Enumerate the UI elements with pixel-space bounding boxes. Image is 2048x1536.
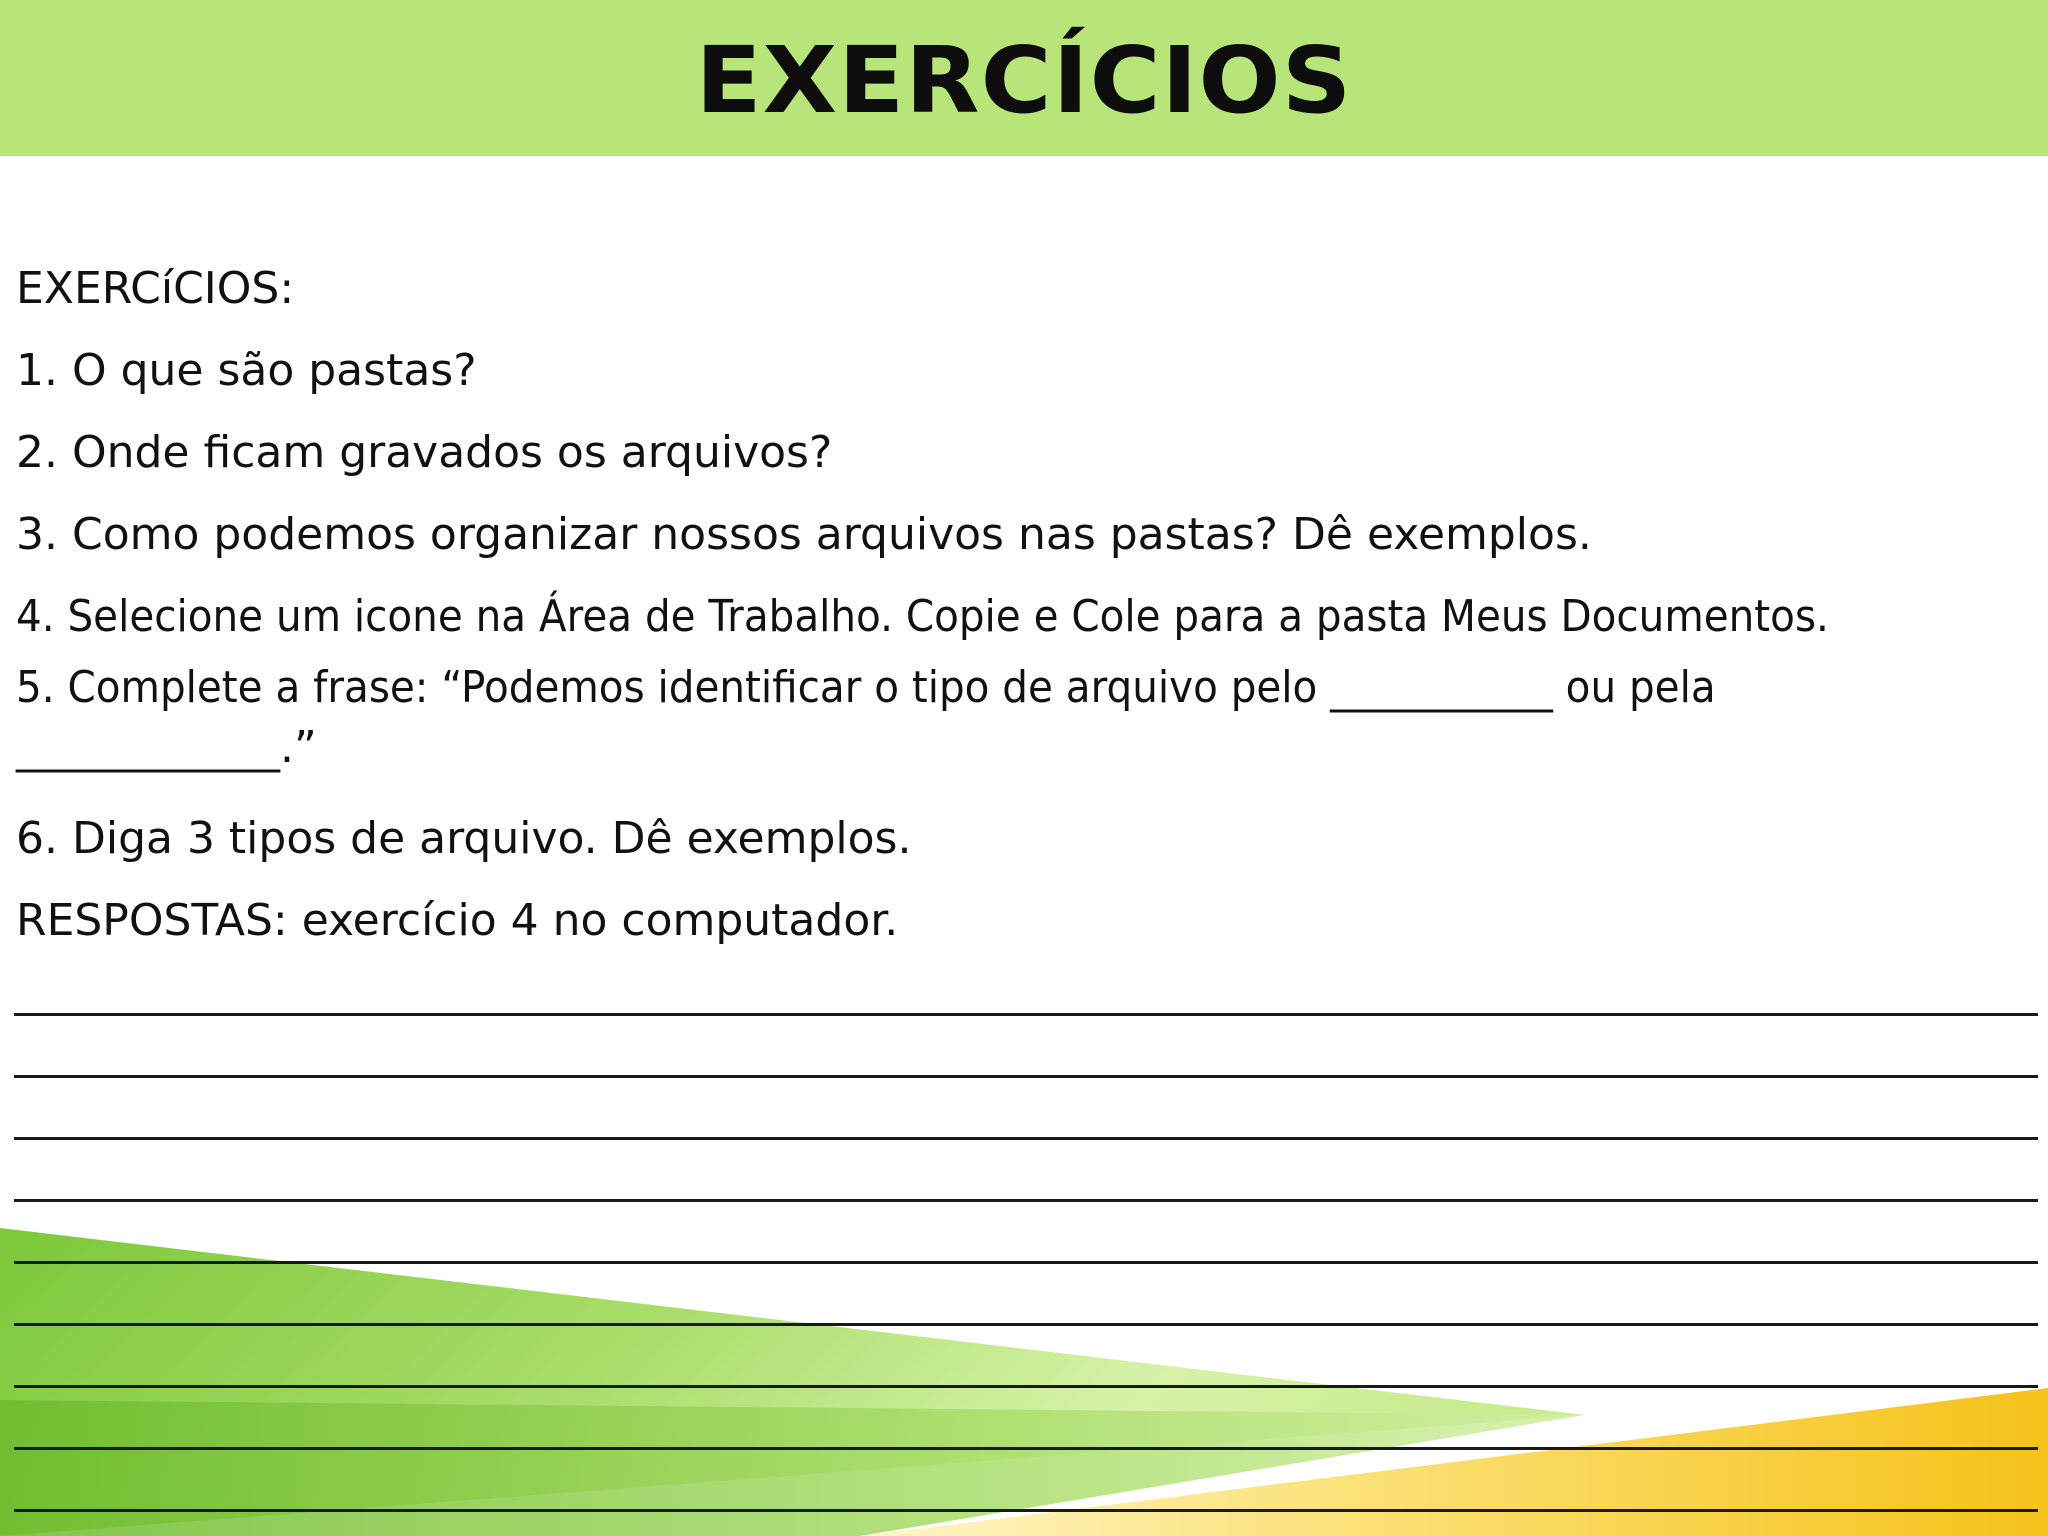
- question-2: 2. Onde ficam gravados os arquivos?: [16, 427, 833, 478]
- question-5: [16, 658, 2016, 718]
- answer-line: [14, 1013, 2038, 1016]
- question-1: 1. O que são pastas?: [16, 345, 477, 396]
- answer-line: [14, 1447, 2038, 1450]
- slide-title: EXERCÍCIOS: [695, 27, 1353, 134]
- question-3: 3. Como podemos organizar nossos arquivos nas pastas? Dê exemplos.: [16, 509, 1592, 560]
- answer-line: [14, 1075, 2038, 1078]
- question-6: 6. Diga 3 tipos de arquivo. Dê exemplos.: [16, 813, 912, 864]
- question-4: [16, 576, 2016, 658]
- answer-line: [14, 1323, 2038, 1326]
- question-4-text: 4. Selecione um icone na Área de Trabalho. Copie e Cole para a pasta Meus Documentos.: [16, 591, 1829, 642]
- answer-lines: [14, 1013, 2038, 1536]
- answers-note: RESPOSTAS: exercício 4 no computador.: [16, 895, 899, 946]
- answer-line: [14, 1137, 2038, 1140]
- answer-line: [14, 1199, 2038, 1202]
- question-5-text: 5. Complete a frase: “Podemos identificar o tipo de arquivo pelo ___________ ou pela: [16, 662, 1716, 713]
- answer-line: [14, 1261, 2038, 1264]
- exercise-heading: EXERCíCIOS:: [16, 263, 295, 314]
- question-5-continuation: ____________.”: [16, 722, 317, 773]
- exercise-list: [16, 248, 2016, 962]
- answer-line: [14, 1385, 2038, 1388]
- answer-line: [14, 1509, 2038, 1512]
